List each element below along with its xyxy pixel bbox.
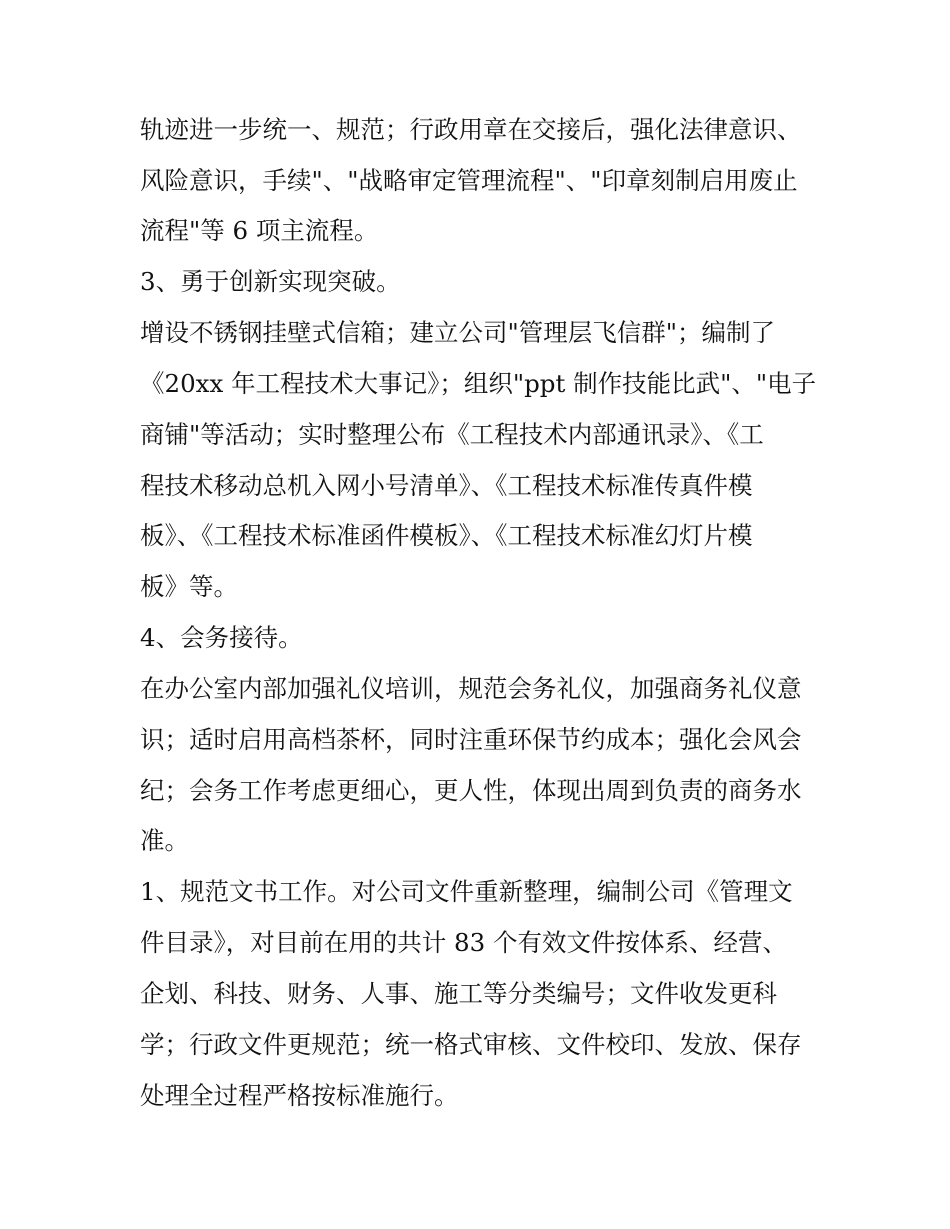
text-line: 准。 bbox=[140, 826, 189, 855]
text-line: 《20xx 年工程技术大事记》；组织"ppt 制作技能比武"、"电子 bbox=[140, 369, 817, 398]
text-line: 风险意识，手续"、"战略审定管理流程"、"印章刻制启用废止 bbox=[140, 166, 798, 195]
text-line: 板》、《工程技术标准函件模板》、《工程技术标准幻灯片模 bbox=[140, 521, 753, 550]
text-line: 商铺"等活动；实时整理公布《工程技术内部通讯录》、《工 bbox=[140, 420, 764, 449]
text-line: 企划、科技、财务、人事、施工等分类编号；文件收发更科 bbox=[140, 979, 777, 1008]
text-line: 增设不锈钢挂壁式信箱；建立公司"管理层飞信群"；编制了 bbox=[140, 318, 776, 347]
section-heading: 3、勇于创新实现突破。 bbox=[140, 267, 401, 296]
text-line: 1、规范文书工作。对公司文件重新整理，编制公司《管理文 bbox=[140, 877, 793, 906]
text-line: 程技术移动总机入网小号清单》、《工程技术标准传真件模 bbox=[140, 471, 753, 500]
text-line: 轨迹进一步统一、规范；行政用章在交接后，强化法律意识、 bbox=[140, 115, 802, 144]
text-line: 在办公室内部加强礼仪培训，规范会务礼仪，加强商务礼仪意 bbox=[140, 674, 802, 703]
text-line: 纪；会务工作考虑更细心，更人性，体现出周到负责的商务水 bbox=[140, 776, 802, 805]
text-line: 流程"等 6 项主流程。 bbox=[140, 216, 379, 245]
text-line: 学；行政文件更规范；统一格式审核、文件校印、发放、保存 bbox=[140, 1030, 802, 1059]
text-line: 板》等。 bbox=[140, 572, 238, 601]
text-line: 处理全过程严格按标准施行。 bbox=[140, 1081, 459, 1110]
text-line: 件目录》，对目前在用的共计 83 个有效文件按体系、经营、 bbox=[140, 928, 787, 957]
text-line: 识；适时启用高档茶杯，同时注重环保节约成本；强化会风会 bbox=[140, 725, 802, 754]
section-heading: 4、会务接待。 bbox=[140, 623, 303, 652]
